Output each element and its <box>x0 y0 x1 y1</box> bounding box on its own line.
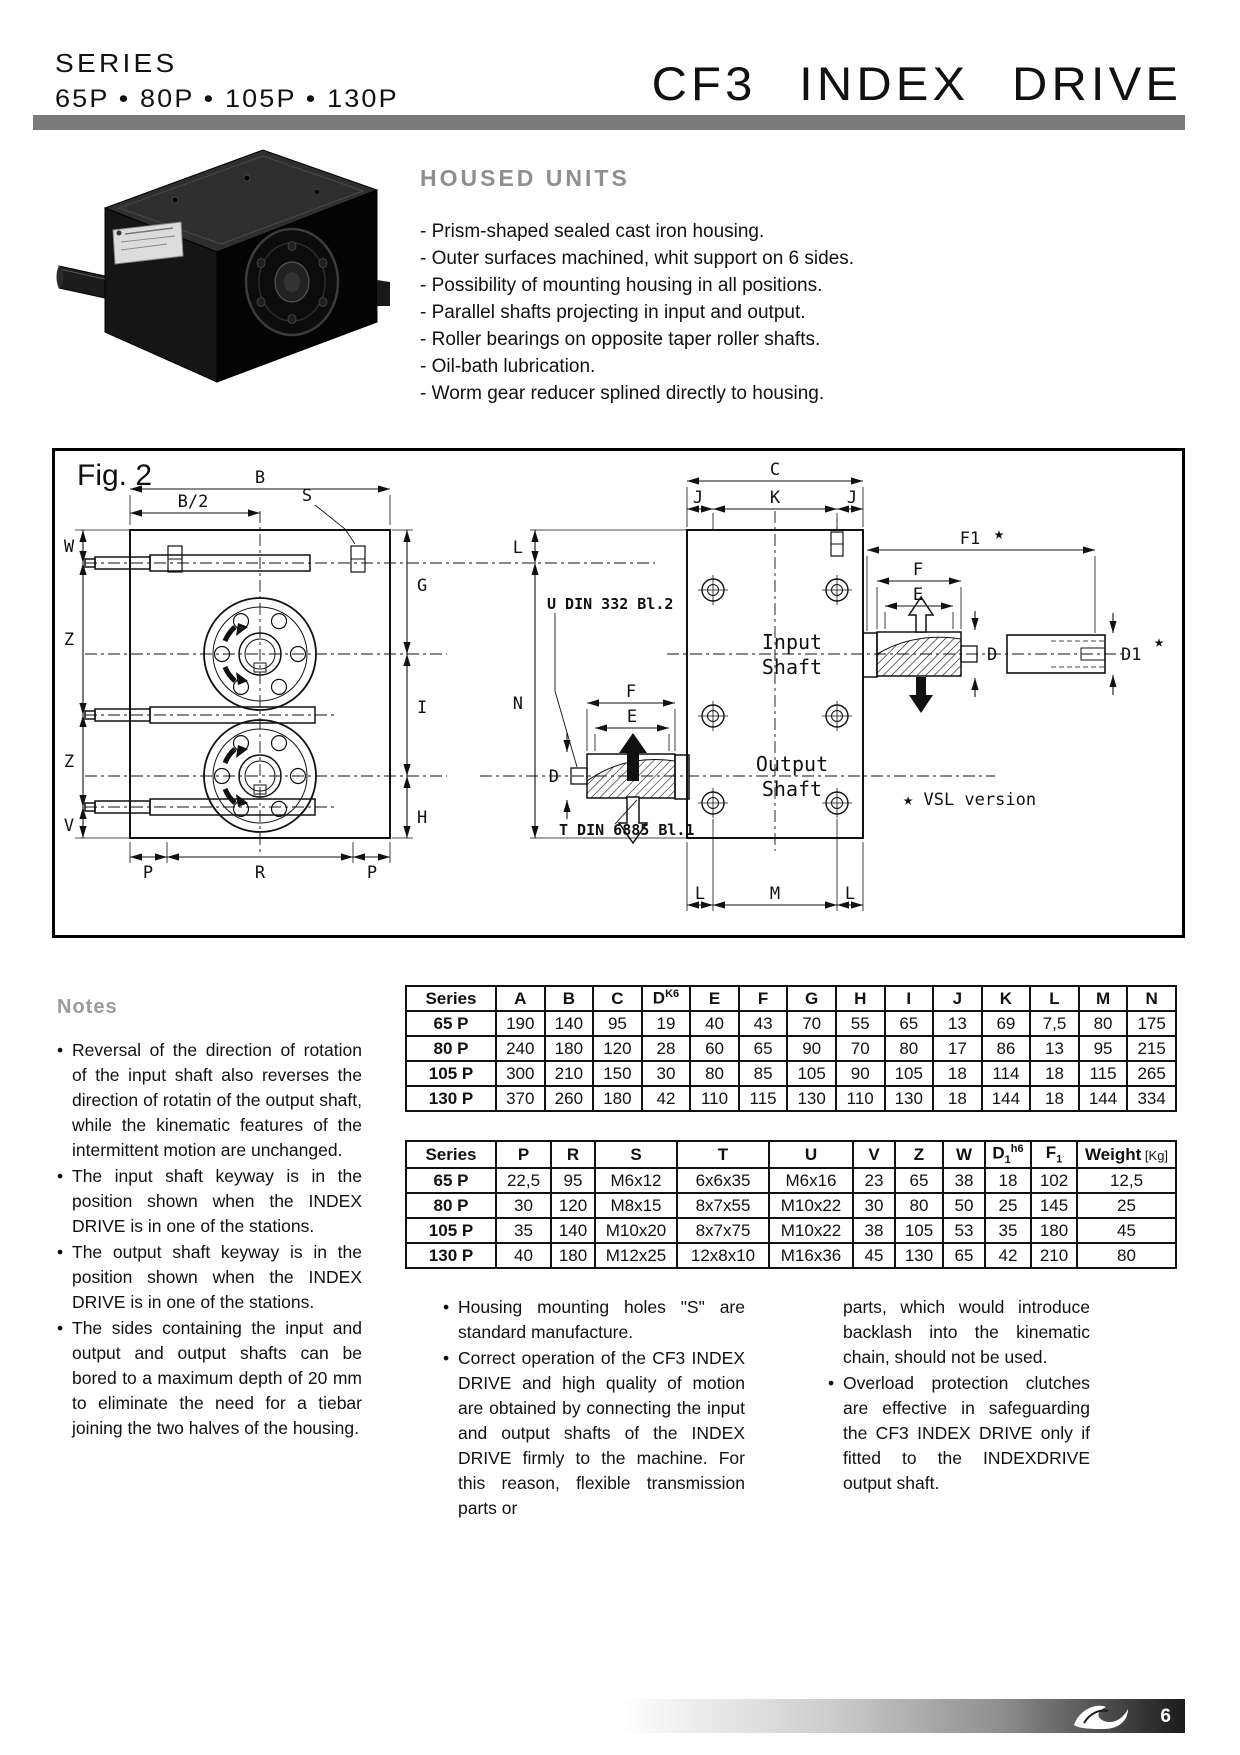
list-item: parts, which would introduce backlash into the kinematic chain, should not be used. <box>843 1297 1090 1367</box>
housed-units-heading: HOUSED UNITS <box>420 165 630 191</box>
column-header: R <box>551 1141 595 1168</box>
table-cell: 130 <box>885 1086 934 1111</box>
table-cell: 90 <box>787 1036 836 1061</box>
list-item: - Possibility of mounting housing in all positions. <box>420 275 823 296</box>
series-models: 65P • 80P • 105P • 130P <box>55 85 399 113</box>
mounting-table <box>405 1140 1177 1269</box>
table-cell: 180 <box>551 1243 595 1268</box>
table-cell: M16x36 <box>769 1243 853 1268</box>
table-row <box>406 1193 1176 1218</box>
column-header: $F_1$ <box>1031 1141 1077 1168</box>
table-cell: 17 <box>933 1036 982 1061</box>
column-header: A <box>496 986 545 1011</box>
input-shaft-detail <box>863 597 1105 713</box>
table-cell: 30 <box>642 1061 691 1086</box>
table-cell: 175 <box>1127 1011 1176 1036</box>
figure-label: Fig. 2 <box>77 459 153 492</box>
table-cell: 40 <box>690 1011 739 1036</box>
dim-label-s: S <box>301 486 313 506</box>
table-cell: 18 <box>933 1086 982 1111</box>
list-item: • The input shaft keyway is in the position shown when the INDEX DRIVE is in one of the stations. <box>57 1164 362 1239</box>
vsl-version-note: ★ VSL version <box>903 790 1037 810</box>
row-header: 65 P <box>406 1168 496 1193</box>
housed-units-list <box>420 218 1100 407</box>
table-cell: 28 <box>642 1036 691 1061</box>
list-item: - Roller bearings on opposite taper roller shafts. <box>420 329 821 350</box>
table-cell: 140 <box>545 1011 594 1036</box>
table-cell: 80 <box>895 1193 943 1218</box>
series-label: SERIES <box>55 48 178 78</box>
product-photo <box>55 130 390 395</box>
table-cell: 210 <box>1031 1243 1077 1268</box>
table-cell: 8x7x55 <box>677 1193 769 1218</box>
table-cell: 55 <box>836 1011 885 1036</box>
table-cell: 80 <box>885 1036 934 1061</box>
column-header: Weight [Kg] <box>1077 1141 1176 1168</box>
input-shaft-label-2: Shaft <box>761 655 823 679</box>
table-cell: 65 <box>895 1168 943 1193</box>
table-cell: 370 <box>496 1086 545 1111</box>
table-cell: 30 <box>853 1193 895 1218</box>
dim-label-c: C <box>769 460 781 480</box>
table-cell: 25 <box>1077 1193 1176 1218</box>
notes-list <box>57 1038 362 1442</box>
dimension-lines <box>75 481 1113 911</box>
table-cell: 30 <box>496 1193 551 1218</box>
header-row <box>406 986 1176 1011</box>
column-header: $D_1^{h6}$ <box>985 1141 1031 1168</box>
dim-label-d-out: D <box>548 767 559 787</box>
list-item: • Housing mounting holes "S" are standard manufacture. <box>443 1295 745 1345</box>
table-cell: M10x20 <box>595 1218 677 1243</box>
list-item: - Outer surfaces machined, whit support on 6 sides. <box>420 248 855 269</box>
column-header: L <box>1030 986 1079 1011</box>
table-cell: 45 <box>1077 1218 1176 1243</box>
column-header: E <box>690 986 739 1011</box>
row-header: 65 P <box>406 1011 496 1036</box>
table-row <box>406 1036 1176 1061</box>
table-cell: 42 <box>985 1243 1031 1268</box>
table-cell: 13 <box>1030 1036 1079 1061</box>
page-number: 6 <box>1160 1706 1171 1727</box>
list-item: - Parallel shafts projecting in input and output. <box>420 302 806 323</box>
table-cell: 95 <box>551 1168 595 1193</box>
table-cell: 12x8x10 <box>677 1243 769 1268</box>
dim-label-l1: L <box>512 538 523 558</box>
column-header: C <box>593 986 642 1011</box>
header-rule <box>33 115 1185 130</box>
table-cell: 38 <box>943 1168 985 1193</box>
table-cell: 12,5 <box>1077 1168 1176 1193</box>
series-block <box>55 48 399 114</box>
table-cell: M10x22 <box>769 1193 853 1218</box>
table-cell: 215 <box>1127 1036 1176 1061</box>
row-header: 80 P <box>406 1036 496 1061</box>
table-cell: 80 <box>690 1061 739 1086</box>
column-header: $D^{K6}$ <box>642 986 691 1011</box>
column-header: Z <box>895 1141 943 1168</box>
table-cell: 45 <box>853 1243 895 1268</box>
table-cell: 65 <box>739 1036 788 1061</box>
list-item: - Oil-bath lubrication. <box>420 356 596 377</box>
output-shaft-label-2: Shaft <box>761 777 823 801</box>
table-cell: 6x6x35 <box>677 1168 769 1193</box>
table-cell: 210 <box>545 1061 594 1086</box>
table-cell: 80 <box>1077 1243 1176 1268</box>
table-cell: 60 <box>690 1036 739 1061</box>
list-item: • The sides containing the input and output and output shafts can be bored to a maximum depth of 20 mm to eliminate the need for a tiebar joining the two halves of the housing. <box>57 1316 362 1441</box>
row-header: 80 P <box>406 1193 496 1218</box>
table-row <box>406 1011 1176 1036</box>
table-cell: 65 <box>943 1243 985 1268</box>
dim-label-n: N <box>512 694 523 714</box>
table-cell: 180 <box>545 1036 594 1061</box>
row-header: 130 P <box>406 1243 496 1268</box>
table-cell: 22,5 <box>496 1168 551 1193</box>
table-cell: 144 <box>982 1086 1031 1111</box>
list-item: - Worm gear reducer splined directly to housing. <box>420 383 825 404</box>
dim-label-d1: D1 <box>1121 645 1142 665</box>
table-cell: 19 <box>642 1011 691 1036</box>
table-cell: 8x7x75 <box>677 1218 769 1243</box>
dimensions-table <box>405 985 1177 1112</box>
dim-label-z1: Z <box>63 630 75 650</box>
dim-label-b: B <box>254 468 266 488</box>
table-cell: 180 <box>1031 1218 1077 1243</box>
list-item: • The output shaft keyway is in the position shown when the INDEX DRIVE is in one of the stations. <box>57 1240 362 1315</box>
column-header: B <box>545 986 594 1011</box>
dim-label-l2: L <box>694 884 706 904</box>
row-header: 105 P <box>406 1218 496 1243</box>
footer-bar <box>618 1699 1185 1733</box>
dim-label-e-out: E <box>626 707 638 727</box>
column-header: Series <box>406 1141 496 1168</box>
table-cell: 18 <box>985 1168 1031 1193</box>
table-cell: 70 <box>836 1036 885 1061</box>
list-item: • Correct operation of the CF3 INDEX DRIVE and high quality of motion are obtained by connecting the input and output shafts of the INDEX DRIVE firmly to the machine. For this reason, flexible transmission parts or <box>443 1346 745 1521</box>
table-cell: 7,5 <box>1030 1011 1079 1036</box>
dim-label-h: H <box>417 808 428 828</box>
dim-label-k: K <box>769 488 781 508</box>
dim-label-f-in: F <box>912 560 924 580</box>
table-cell: 300 <box>496 1061 545 1086</box>
table-cell: 115 <box>1079 1061 1128 1086</box>
column-header: T <box>677 1141 769 1168</box>
table-cell: 102 <box>1031 1168 1077 1193</box>
table-cell: 85 <box>739 1061 788 1086</box>
dim-label-f-out: F <box>625 682 637 702</box>
dim-label-m: M <box>769 884 781 904</box>
table-cell: 18 <box>1030 1061 1079 1086</box>
table-cell: 90 <box>836 1061 885 1086</box>
front-view-details <box>85 546 365 815</box>
dim-label-j2: J <box>846 488 858 508</box>
table-cell: 240 <box>496 1036 545 1061</box>
star-f1: ★ <box>993 524 1005 544</box>
table-cell: 130 <box>787 1086 836 1111</box>
dim-label-p2: P <box>366 863 378 883</box>
table-cell: 110 <box>836 1086 885 1111</box>
table-row <box>406 1061 1176 1086</box>
table-cell: 18 <box>933 1061 982 1086</box>
table-cell: 190 <box>496 1011 545 1036</box>
table-cell: 120 <box>551 1193 595 1218</box>
table-cell: 70 <box>787 1011 836 1036</box>
output-shaft-label-1: Output <box>755 752 829 776</box>
brand-logo <box>1066 1699 1136 1733</box>
table-cell: 114 <box>982 1061 1031 1086</box>
table-cell: 105 <box>895 1218 943 1243</box>
table-cell: 105 <box>787 1061 836 1086</box>
column-header: S <box>595 1141 677 1168</box>
table-cell: 144 <box>1079 1086 1128 1111</box>
figure-drawing <box>55 451 1182 935</box>
table-row <box>406 1243 1176 1268</box>
list-item: - Prism-shaped sealed cast iron housing. <box>420 221 765 242</box>
table-cell: 150 <box>593 1061 642 1086</box>
table-row <box>406 1218 1176 1243</box>
dim-label-r: R <box>254 863 266 883</box>
dim-label-j1: J <box>692 488 704 508</box>
table-cell: 130 <box>895 1243 943 1268</box>
column-header: H <box>836 986 885 1011</box>
note-t-din: T DIN 6885 Bl.1 <box>559 821 695 839</box>
table-cell: M12x25 <box>595 1243 677 1268</box>
header-row <box>406 1141 1176 1168</box>
table-cell: 13 <box>933 1011 982 1036</box>
table-cell: 110 <box>690 1086 739 1111</box>
row-header: 130 P <box>406 1086 496 1111</box>
table-cell: 35 <box>985 1218 1031 1243</box>
column-header: M <box>1079 986 1128 1011</box>
table-cell: 140 <box>551 1218 595 1243</box>
dim-label-v: V <box>63 816 75 836</box>
column-header: U <box>769 1141 853 1168</box>
dim-label-i: I <box>417 698 428 718</box>
table-cell: 65 <box>885 1011 934 1036</box>
table-cell: 334 <box>1127 1086 1176 1111</box>
table-row <box>406 1086 1176 1111</box>
dim-label-b2: B/2 <box>177 492 209 512</box>
column-header: N <box>1127 986 1176 1011</box>
table-cell: 80 <box>1079 1011 1128 1036</box>
table-row <box>406 1168 1176 1193</box>
table-cell: 53 <box>943 1218 985 1243</box>
table-cell: 95 <box>593 1011 642 1036</box>
column-header: F <box>739 986 788 1011</box>
column-header: V <box>853 1141 895 1168</box>
dim-label-w: W <box>63 537 75 557</box>
bottom-notes-column-2 <box>828 1295 1090 1497</box>
table-cell: M10x22 <box>769 1218 853 1243</box>
table-cell: 23 <box>853 1168 895 1193</box>
table-cell: 95 <box>1079 1036 1128 1061</box>
table-cell: 115 <box>739 1086 788 1111</box>
input-shaft-label-1: Input <box>761 630 823 654</box>
table-cell: M6x16 <box>769 1168 853 1193</box>
column-header: W <box>943 1141 985 1168</box>
table-cell: M8x15 <box>595 1193 677 1218</box>
figure-box <box>52 448 1185 938</box>
column-header: P <box>496 1141 551 1168</box>
row-header: 105 P <box>406 1061 496 1086</box>
list-item: • Overload protection clutches are effective in safeguarding the CF3 INDEX DRIVE only if fitted to the INDEXDRIVE output shaft. <box>828 1371 1090 1496</box>
column-header: K <box>982 986 1031 1011</box>
table-cell: 38 <box>853 1218 895 1243</box>
table-cell: 43 <box>739 1011 788 1036</box>
dim-label-f1: F1 <box>959 529 981 549</box>
column-header: G <box>787 986 836 1011</box>
table-cell: 86 <box>982 1036 1031 1061</box>
dim-label-l3: L <box>844 884 856 904</box>
column-header: I <box>885 986 934 1011</box>
table-cell: 145 <box>1031 1193 1077 1218</box>
notes-heading: Notes <box>57 996 118 1018</box>
list-item: • Reversal of the direction of rotation of the input shaft also reverses the direction of rotatin of the output shaft, while the kinematic features of the intermittent motion are unchanged. <box>57 1038 362 1163</box>
table-cell: 105 <box>885 1061 934 1086</box>
note-u-din: U DIN 332 Bl.2 <box>547 595 674 613</box>
bottom-notes-column-1 <box>443 1295 745 1522</box>
table-cell: 260 <box>545 1086 594 1111</box>
table-cell: 69 <box>982 1011 1031 1036</box>
table-cell: M6x12 <box>595 1168 677 1193</box>
table-cell: 50 <box>943 1193 985 1218</box>
table-cell: 120 <box>593 1036 642 1061</box>
dim-label-e-in: E <box>912 585 924 605</box>
table-cell: 40 <box>496 1243 551 1268</box>
table-cell: 42 <box>642 1086 691 1111</box>
table-cell: 265 <box>1127 1061 1176 1086</box>
star-d1: ★ <box>1153 632 1165 652</box>
dim-label-d-in: D <box>987 645 998 665</box>
table-cell: 18 <box>1030 1086 1079 1111</box>
dim-label-z2: Z <box>63 752 75 772</box>
dim-label-p1: P <box>142 863 154 883</box>
table-cell: 180 <box>593 1086 642 1111</box>
dim-label-g: G <box>417 576 428 596</box>
column-header: Series <box>406 986 496 1011</box>
column-header: J <box>933 986 982 1011</box>
table-cell: 25 <box>985 1193 1031 1218</box>
table-cell: 35 <box>496 1218 551 1243</box>
page-title: CF3 INDEX DRIVE <box>651 57 1182 110</box>
